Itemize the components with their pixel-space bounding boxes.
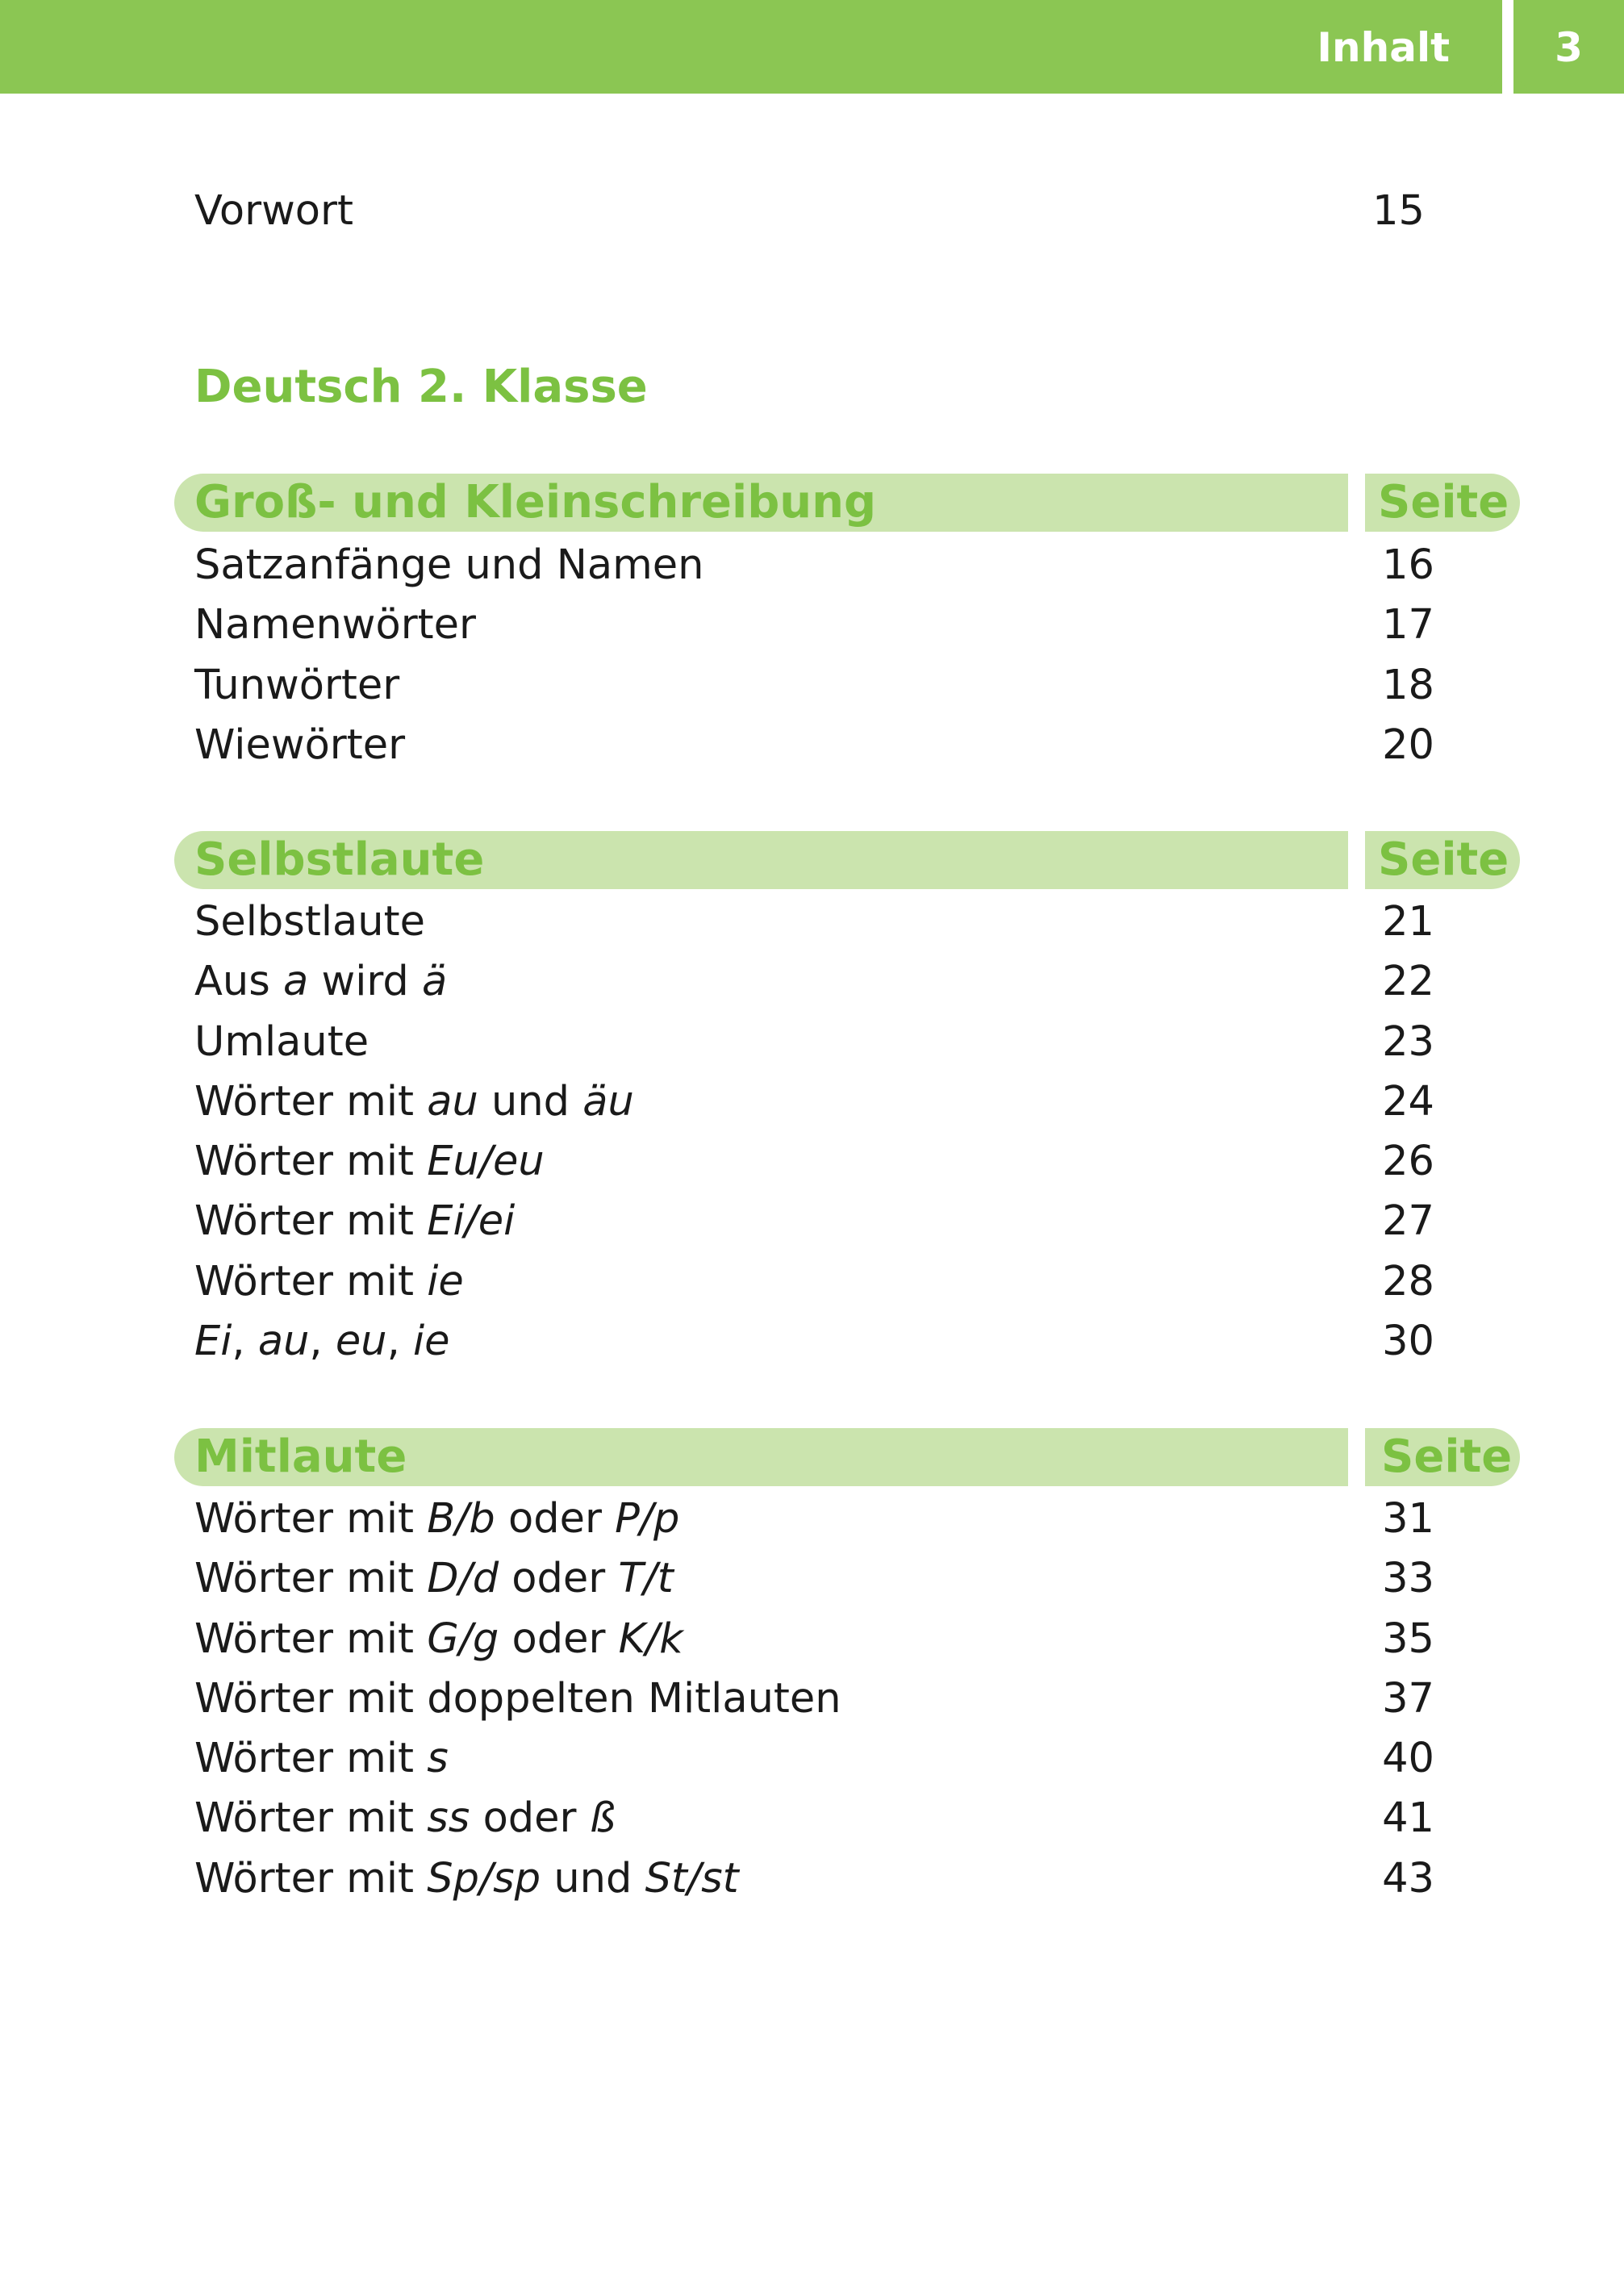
section-page-header-label: Seite (1378, 833, 1509, 886)
toc-entry-label (194, 1495, 679, 1543)
section-page-header-label: Seite (1381, 1431, 1513, 1483)
toc-entry-label-text: , (386, 1318, 413, 1366)
toc-entry-label-text: Wörter mit (194, 1555, 428, 1603)
toc-entry-label-italic: ie (427, 1257, 464, 1305)
section-header-bar (174, 474, 1348, 532)
toc-entry (0, 1790, 1624, 1849)
toc-entry-page: 33 (1382, 1555, 1434, 1603)
toc-entry-label (194, 1735, 449, 1783)
toc-entry-label (194, 541, 703, 590)
toc-entry (0, 657, 1624, 716)
toc-entry-page: 22 (1382, 958, 1434, 1006)
toc-entry (0, 1193, 1624, 1252)
toc-entry-label-text: Wörter mit (194, 1794, 428, 1843)
toc-entry (0, 953, 1624, 1013)
section-title: Mitlaute (194, 1431, 407, 1483)
toc-entry-page: 31 (1382, 1495, 1434, 1543)
toc-entry-label-text: Wörter mit (194, 1854, 428, 1903)
toc-entry-label-text: und (478, 1077, 583, 1126)
section-header-bar (174, 831, 1348, 889)
toc-entry-label-italic: ä (422, 958, 448, 1006)
toc-entry-label-text: , (232, 1318, 258, 1366)
toc-entry-label-text: Satzanfänge und Namen (194, 541, 704, 589)
toc-entry (0, 1550, 1624, 1610)
toc-entry-label-italic: äu (582, 1077, 634, 1126)
toc-entry-page: 28 (1382, 1257, 1434, 1305)
toc-entry-label-text: oder (495, 1495, 616, 1543)
section-title: Groß- und Kleinschreibung (194, 476, 877, 528)
toc-entry-label-italic: Eu/eu (427, 1138, 545, 1186)
toc-entry-page: 21 (1382, 898, 1434, 946)
section-tab-label: Inhalt (1317, 24, 1450, 71)
toc-entry-page: 23 (1382, 1017, 1434, 1066)
toc-entry-label (194, 1197, 515, 1246)
toc-entry-label-text: Namenwörter (194, 601, 477, 650)
toc-entry-label-text: oder (499, 1614, 619, 1663)
toc-entry-label-italic: s (427, 1735, 449, 1783)
toc-entry-label (194, 958, 447, 1006)
section-header-bar (174, 1428, 1348, 1486)
toc-entry-page: 24 (1382, 1077, 1434, 1126)
grade-title: Deutsch 2. Klasse (194, 361, 648, 413)
section-page-header-label: Seite (1378, 476, 1509, 528)
toc-entry-label-italic: Ei (194, 1318, 232, 1366)
toc-entry-page: 26 (1382, 1138, 1434, 1186)
toc-entry-label (194, 1018, 369, 1067)
section-page-header (1365, 831, 1520, 889)
toc-entry-label-italic: Sp/sp (427, 1854, 541, 1903)
toc-entry-label-text: Aus (194, 958, 283, 1006)
toc-entry-page: 18 (1382, 661, 1434, 709)
toc-entry-label-text: , (309, 1318, 336, 1366)
toc-entry (0, 1670, 1624, 1730)
toc-entry-label-italic: eu (335, 1318, 387, 1366)
toc-entry (0, 1850, 1624, 1910)
toc-entry (0, 1490, 1624, 1550)
toc-entry-label-text: Wörter mit (194, 1614, 428, 1663)
page-number: 3 (1555, 24, 1583, 71)
tab-divider (1502, 0, 1513, 94)
toc-entry (0, 1133, 1624, 1193)
toc-entry-label-italic: ss (427, 1794, 470, 1843)
toc-entry-label-italic: T/t (618, 1555, 674, 1603)
toc-entry-label (194, 1615, 683, 1664)
toc-entry-label-italic: au (427, 1077, 478, 1126)
toc-entry-page: 41 (1382, 1794, 1434, 1843)
toc-entry-label-text: Wörter mit (194, 1077, 428, 1126)
toc-entry-label-text: Wiewörter (194, 721, 406, 769)
toc-entry-label-italic: Ei/ei (427, 1197, 516, 1246)
toc-entry-page: 35 (1382, 1614, 1434, 1663)
toc-entry-label-italic: au (257, 1318, 310, 1366)
toc-entry-label (194, 601, 476, 650)
toc-entry (0, 1253, 1624, 1313)
toc-entry-page: 17 (1382, 601, 1434, 650)
toc-entry-page: 27 (1382, 1197, 1434, 1246)
section-page-header (1365, 474, 1520, 532)
toc-entry-label (194, 1794, 616, 1843)
section-title: Selbstlaute (194, 833, 485, 886)
toc-entry-label-text: wird (308, 958, 423, 1006)
toc-entry-page: 37 (1382, 1674, 1434, 1723)
toc-entry (0, 596, 1624, 656)
toc-entry-label-text: Wörter mit (194, 1138, 428, 1186)
toc-entry-label-text: Wörter mit (194, 1495, 428, 1543)
toc-entry-label-text: Selbstlaute (194, 898, 425, 946)
toc-entry (0, 1073, 1624, 1133)
toc-entry-label (194, 1078, 634, 1126)
toc-entry-label-italic: K/k (618, 1614, 683, 1663)
toc-entry-label-italic: G/g (427, 1614, 499, 1663)
toc-entry-label-text: und (541, 1854, 645, 1903)
section-tab (1230, 0, 1503, 94)
toc-list (0, 893, 1624, 1372)
toc-entry-label (194, 1675, 841, 1723)
toc-entry (0, 1013, 1624, 1073)
toc-entry-label-italic: B/b (427, 1495, 495, 1543)
toc-entry-label-text: oder (470, 1794, 590, 1843)
toc-entry-label (194, 1855, 739, 1903)
toc-entry (0, 1313, 1624, 1372)
toc-entry-label-italic: P/p (615, 1495, 680, 1543)
preface-page: 15 (1372, 187, 1425, 235)
preface-label: Vorwort (194, 187, 353, 235)
toc-entry (0, 893, 1624, 953)
toc-entry-page: 16 (1382, 541, 1434, 589)
toc-entry-label (194, 662, 399, 710)
toc-entry-label-italic: ß (589, 1794, 616, 1843)
toc-entry-label (194, 1258, 464, 1306)
toc-entry-label-text: Wörter mit doppelten Mitlauten (194, 1674, 841, 1723)
toc-entry (0, 1610, 1624, 1670)
toc-entry-label-text: Wörter mit (194, 1197, 428, 1246)
toc-entry-label (194, 1138, 545, 1186)
toc-entry (0, 1730, 1624, 1790)
toc-entry-label (194, 721, 405, 770)
toc-entry-page: 30 (1382, 1318, 1434, 1366)
toc-entry-label-text: Wörter mit (194, 1735, 428, 1783)
toc-entry-page: 20 (1382, 721, 1434, 769)
toc-entry-label-text: Tunwörter (194, 661, 400, 709)
toc-list (0, 1490, 1624, 1910)
toc-entry-label-italic: D/d (427, 1555, 499, 1603)
page-number-tab (1513, 0, 1624, 94)
toc-entry-label-text: oder (499, 1555, 619, 1603)
toc-entry-label-italic: ie (413, 1318, 450, 1366)
toc-entry-label (194, 1318, 450, 1366)
toc-entry-label (194, 898, 425, 946)
toc-entry-page: 43 (1382, 1854, 1434, 1903)
section-page-header (1365, 1428, 1520, 1486)
toc-entry-label-italic: St/st (645, 1854, 739, 1903)
toc-entry-label-text: Wörter mit (194, 1257, 428, 1305)
toc-list (0, 537, 1624, 776)
toc-entry-label-italic: a (283, 958, 309, 1006)
toc-entry-page: 40 (1382, 1735, 1434, 1783)
toc-entry-label-text: Umlaute (194, 1017, 369, 1066)
toc-entry (0, 537, 1624, 596)
toc-entry-label (194, 1555, 674, 1603)
toc-entry (0, 716, 1624, 776)
